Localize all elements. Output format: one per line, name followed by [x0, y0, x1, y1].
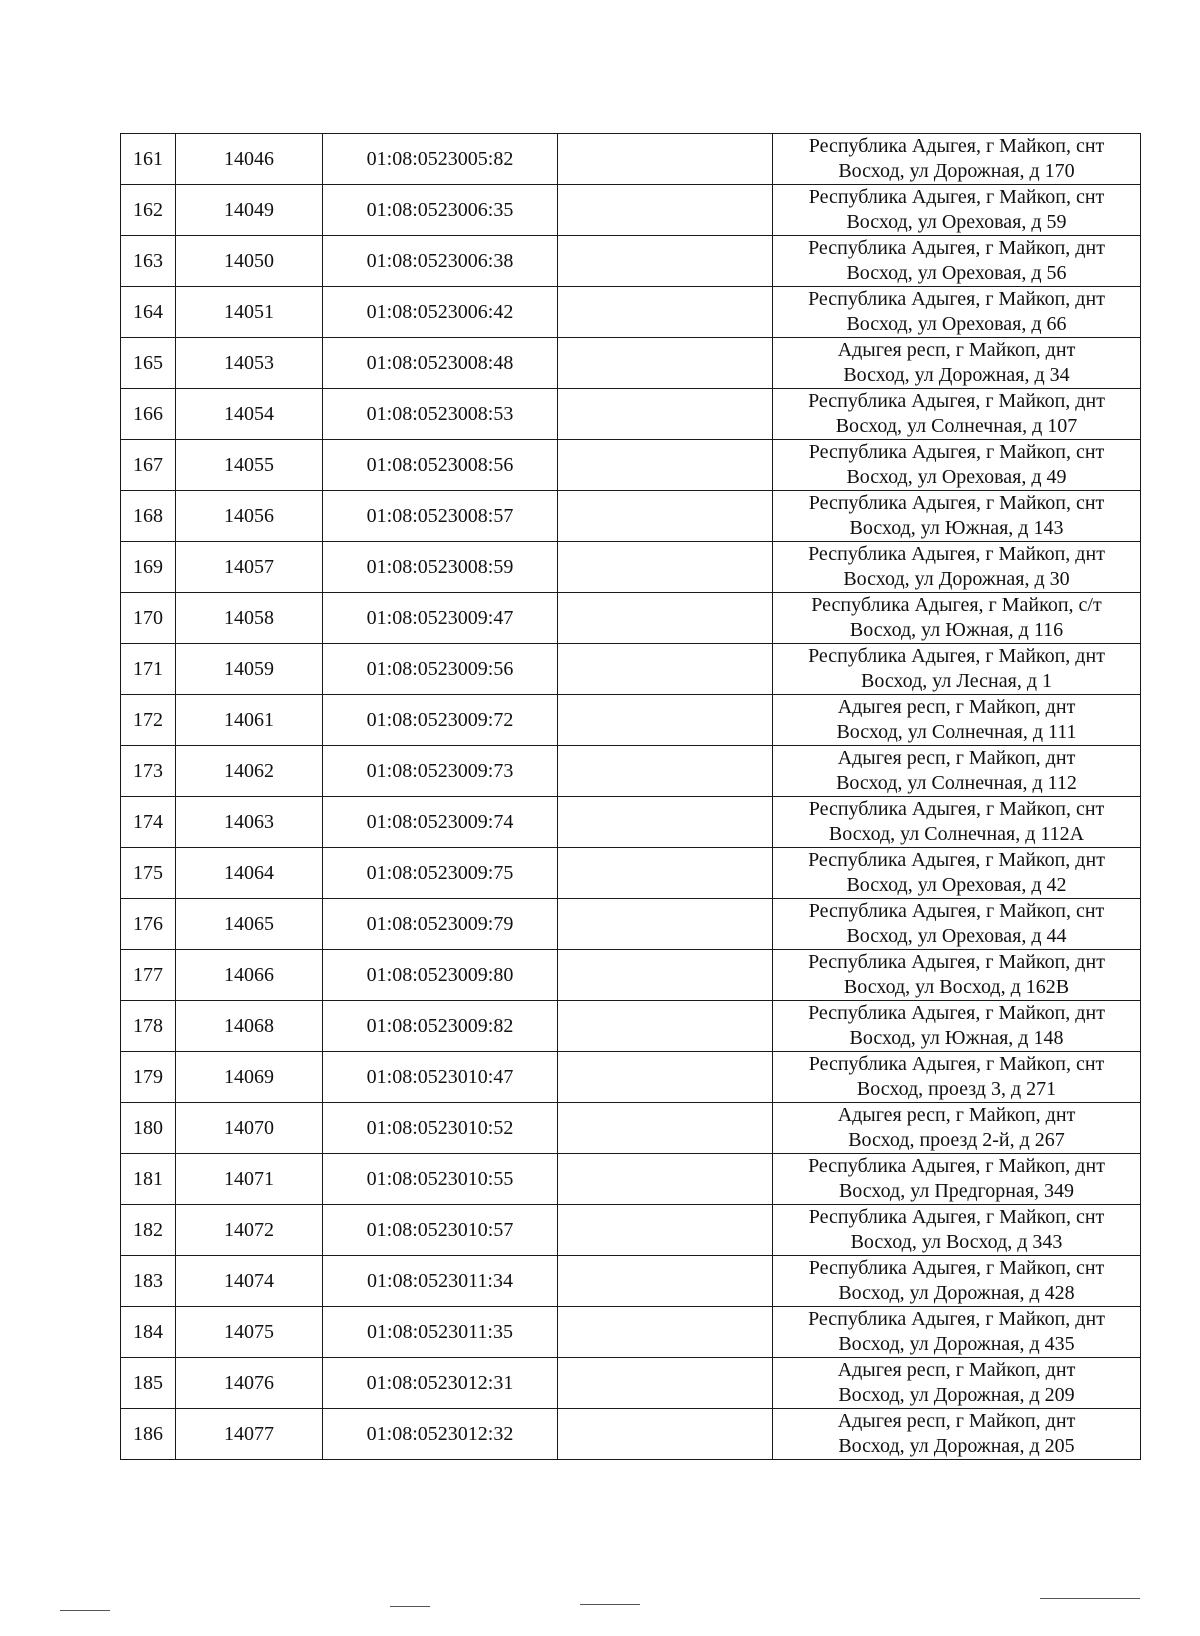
row-number-cell: 181: [121, 1154, 176, 1205]
address-cell: [773, 899, 1141, 950]
address-cell: [773, 134, 1141, 185]
cadastral-number-cell: 01:08:0523009:56: [323, 644, 558, 695]
table-row: [121, 287, 1141, 338]
address-line: Восход, ул Ореховая, д 44: [846, 925, 1067, 947]
record-id-cell: 14077: [176, 1409, 323, 1460]
record-id-cell: 14063: [176, 797, 323, 848]
record-id-cell: 14058: [176, 593, 323, 644]
address-line: Восход, ул Солнечная, д 111: [836, 721, 1077, 743]
address-cell: [773, 1409, 1141, 1460]
scan-artifact: [390, 1606, 430, 1607]
address-cell: [773, 389, 1141, 440]
empty-cell: [558, 1154, 773, 1205]
record-id-cell: 14066: [176, 950, 323, 1001]
row-number-cell: 168: [121, 491, 176, 542]
row-number-cell: 177: [121, 950, 176, 1001]
empty-cell: [558, 797, 773, 848]
empty-cell: [558, 338, 773, 389]
row-number-cell: 173: [121, 746, 176, 797]
address-line: Восход, проезд 3, д 271: [856, 1078, 1057, 1100]
address-line: Восход, ул Дорожная, д 428: [838, 1282, 1075, 1304]
empty-cell: [558, 848, 773, 899]
address-line: Восход, ул Солнечная, д 107: [835, 415, 1078, 437]
address-line: Республика Адыгея, г Майкоп, днт: [808, 543, 1105, 565]
address-cell: [773, 1256, 1141, 1307]
row-number-cell: 165: [121, 338, 176, 389]
empty-cell: [558, 134, 773, 185]
table-row: [121, 440, 1141, 491]
address-line: Республика Адыгея, г Майкоп, днт: [808, 951, 1105, 973]
address-line: Адыгея респ, г Майкоп, днт: [837, 339, 1076, 361]
cadastral-number-cell: 01:08:0523008:57: [323, 491, 558, 542]
table-row: [121, 1052, 1141, 1103]
row-number-cell: 183: [121, 1256, 176, 1307]
address-line: Республика Адыгея, г Майкоп, снт: [808, 441, 1105, 463]
address-line: Восход, ул Южная, д 116: [849, 619, 1064, 641]
table-body: [121, 134, 1141, 1460]
record-id-cell: 14074: [176, 1256, 323, 1307]
address-line: Восход, ул Восход, д 343: [850, 1231, 1063, 1253]
address-line: Восход, ул Дорожная, д 170: [838, 160, 1075, 182]
cadastral-number-cell: 01:08:0523009:82: [323, 1001, 558, 1052]
record-id-cell: 14069: [176, 1052, 323, 1103]
empty-cell: [558, 185, 773, 236]
record-id-cell: 14076: [176, 1358, 323, 1409]
row-number-cell: 171: [121, 644, 176, 695]
cadastral-number-cell: 01:08:0523008:48: [323, 338, 558, 389]
address-cell: [773, 440, 1141, 491]
address-line: Республика Адыгея, г Майкоп, снт: [808, 1257, 1105, 1279]
row-number-cell: 174: [121, 797, 176, 848]
cadastral-number-cell: 01:08:0523008:53: [323, 389, 558, 440]
address-cell: [773, 593, 1141, 644]
empty-cell: [558, 1001, 773, 1052]
row-number-cell: 184: [121, 1307, 176, 1358]
table-row: [121, 899, 1141, 950]
record-id-cell: 14071: [176, 1154, 323, 1205]
empty-cell: [558, 1409, 773, 1460]
address-cell: [773, 746, 1141, 797]
empty-cell: [558, 1256, 773, 1307]
row-number-cell: 179: [121, 1052, 176, 1103]
address-cell: [773, 1205, 1141, 1256]
record-id-cell: 14046: [176, 134, 323, 185]
address-line: Восход, ул Ореховая, д 59: [846, 211, 1067, 233]
address-line: Восход, ул Восход, д 162В: [843, 976, 1070, 998]
row-number-cell: 162: [121, 185, 176, 236]
table-row: [121, 746, 1141, 797]
address-line: Восход, ул Солнечная, д 112А: [828, 823, 1085, 845]
address-cell: [773, 644, 1141, 695]
address-line: Адыгея респ, г Майкоп, днт: [837, 1104, 1076, 1126]
address-line: Восход, ул Лесная, д 1: [860, 670, 1053, 692]
cadastral-number-cell: 01:08:0523005:82: [323, 134, 558, 185]
table-row: [121, 236, 1141, 287]
scan-artifact: [1040, 1598, 1140, 1599]
address-cell: [773, 797, 1141, 848]
scan-artifact: [60, 1610, 110, 1611]
record-id-cell: 14072: [176, 1205, 323, 1256]
address-cell: [773, 287, 1141, 338]
cadastral-number-cell: 01:08:0523009:79: [323, 899, 558, 950]
row-number-cell: 172: [121, 695, 176, 746]
address-line: Восход, ул Ореховая, д 49: [846, 466, 1067, 488]
table-row: [121, 134, 1141, 185]
address-line: Республика Адыгея, г Майкоп, снт: [808, 492, 1105, 514]
address-cell: [773, 950, 1141, 1001]
empty-cell: [558, 593, 773, 644]
address-line: Республика Адыгея, г Майкоп, снт: [808, 798, 1105, 820]
row-number-cell: 161: [121, 134, 176, 185]
table-row: [121, 644, 1141, 695]
table-row: [121, 593, 1141, 644]
address-line: Восход, ул Южная, д 148: [849, 1027, 1064, 1049]
table-row: [121, 542, 1141, 593]
table-row: [121, 848, 1141, 899]
cadastral-number-cell: 01:08:0523012:31: [323, 1358, 558, 1409]
address-line: Республика Адыгея, г Майкоп, днт: [808, 645, 1105, 667]
record-id-cell: 14059: [176, 644, 323, 695]
cadastral-number-cell: 01:08:0523009:73: [323, 746, 558, 797]
row-number-cell: 186: [121, 1409, 176, 1460]
address-line: Восход, ул Дорожная, д 205: [838, 1435, 1075, 1457]
empty-cell: [558, 695, 773, 746]
address-cell: [773, 1103, 1141, 1154]
empty-cell: [558, 644, 773, 695]
row-number-cell: 166: [121, 389, 176, 440]
empty-cell: [558, 1307, 773, 1358]
address-line: Восход, ул Дорожная, д 435: [838, 1333, 1075, 1355]
address-line: Республика Адыгея, г Майкоп, днт: [808, 288, 1105, 310]
address-line: Республика Адыгея, г Майкоп, днт: [808, 849, 1105, 871]
cadastral-number-cell: 01:08:0523010:55: [323, 1154, 558, 1205]
table-row: [121, 1307, 1141, 1358]
address-line: Восход, ул Ореховая, д 66: [846, 313, 1067, 335]
address-line: Республика Адыгея, г Майкоп, снт: [808, 186, 1105, 208]
address-line: Республика Адыгея, г Майкоп, днт: [808, 1155, 1105, 1177]
address-line: Восход, ул Ореховая, д 42: [846, 874, 1067, 896]
record-id-cell: 14053: [176, 338, 323, 389]
table-row: [121, 1256, 1141, 1307]
record-id-cell: 14054: [176, 389, 323, 440]
address-line: Адыгея респ, г Майкоп, днт: [837, 747, 1076, 769]
record-id-cell: 14070: [176, 1103, 323, 1154]
cadastral-number-cell: 01:08:0523009:47: [323, 593, 558, 644]
cadastral-number-cell: 01:08:0523011:34: [323, 1256, 558, 1307]
empty-cell: [558, 899, 773, 950]
empty-cell: [558, 542, 773, 593]
address-cell: [773, 1358, 1141, 1409]
record-id-cell: 14064: [176, 848, 323, 899]
cadastral-number-cell: 01:08:0523008:56: [323, 440, 558, 491]
table-row: [121, 1001, 1141, 1052]
cadastral-number-cell: 01:08:0523009:74: [323, 797, 558, 848]
address-line: Республика Адыгея, г Майкоп, снт: [808, 135, 1105, 157]
table-row: [121, 389, 1141, 440]
table-row: [121, 1154, 1141, 1205]
address-line: Республика Адыгея, г Майкоп, снт: [808, 1206, 1105, 1228]
address-line: Адыгея респ, г Майкоп, днт: [837, 1410, 1076, 1432]
row-number-cell: 164: [121, 287, 176, 338]
cadastral-number-cell: 01:08:0523008:59: [323, 542, 558, 593]
address-line: Республика Адыгея, г Майкоп, днт: [808, 1002, 1105, 1024]
address-line: Восход, ул Дорожная, д 30: [843, 568, 1070, 590]
row-number-cell: 163: [121, 236, 176, 287]
empty-cell: [558, 1103, 773, 1154]
cadastral-number-cell: 01:08:0523010:57: [323, 1205, 558, 1256]
cadastral-number-cell: 01:08:0523006:42: [323, 287, 558, 338]
address-line: Восход, ул Ореховая, д 56: [846, 262, 1067, 284]
cadastral-number-cell: 01:08:0523006:38: [323, 236, 558, 287]
table-row: [121, 1205, 1141, 1256]
land-plot-table: [120, 133, 1141, 1460]
address-line: Республика Адыгея, г Майкоп, снт: [808, 1053, 1105, 1075]
address-line: Республика Адыгея, г Майкоп, с/т: [811, 594, 1102, 616]
table-row: [121, 185, 1141, 236]
address-cell: [773, 1154, 1141, 1205]
cadastral-number-cell: 01:08:0523006:35: [323, 185, 558, 236]
cadastral-number-cell: 01:08:0523010:47: [323, 1052, 558, 1103]
table-row: [121, 338, 1141, 389]
cadastral-number-cell: 01:08:0523009:72: [323, 695, 558, 746]
table-row: [121, 491, 1141, 542]
row-number-cell: 185: [121, 1358, 176, 1409]
address-cell: [773, 236, 1141, 287]
empty-cell: [558, 1205, 773, 1256]
address-line: Республика Адыгея, г Майкоп, днт: [808, 237, 1105, 259]
record-id-cell: 14075: [176, 1307, 323, 1358]
record-id-cell: 14068: [176, 1001, 323, 1052]
empty-cell: [558, 287, 773, 338]
address-line: Восход, ул Предгорная, 349: [838, 1180, 1075, 1202]
cadastral-number-cell: 01:08:0523009:80: [323, 950, 558, 1001]
row-number-cell: 169: [121, 542, 176, 593]
record-id-cell: 14050: [176, 236, 323, 287]
address-line: Восход, проезд 2-й, д 267: [848, 1129, 1065, 1151]
row-number-cell: 176: [121, 899, 176, 950]
address-cell: [773, 338, 1141, 389]
row-number-cell: 170: [121, 593, 176, 644]
empty-cell: [558, 236, 773, 287]
address-line: Восход, ул Дорожная, д 34: [843, 364, 1070, 386]
table-row: [121, 1358, 1141, 1409]
address-line: Республика Адыгея, г Майкоп, днт: [808, 1308, 1105, 1330]
address-line: Адыгея респ, г Майкоп, днт: [837, 1359, 1076, 1381]
empty-cell: [558, 1358, 773, 1409]
address-line: Республика Адыгея, г Майкоп, снт: [808, 900, 1105, 922]
record-id-cell: 14061: [176, 695, 323, 746]
cadastral-number-cell: 01:08:0523010:52: [323, 1103, 558, 1154]
address-cell: [773, 1052, 1141, 1103]
address-line: Адыгея респ, г Майкоп, днт: [837, 696, 1076, 718]
empty-cell: [558, 440, 773, 491]
row-number-cell: 167: [121, 440, 176, 491]
cadastral-number-cell: 01:08:0523011:35: [323, 1307, 558, 1358]
address-line: Республика Адыгея, г Майкоп, днт: [808, 390, 1105, 412]
scan-artifact: [580, 1604, 640, 1605]
row-number-cell: 182: [121, 1205, 176, 1256]
record-id-cell: 14055: [176, 440, 323, 491]
table-row: [121, 1103, 1141, 1154]
empty-cell: [558, 1052, 773, 1103]
empty-cell: [558, 950, 773, 1001]
address-line: Восход, ул Солнечная, д 112: [836, 772, 1077, 794]
table-row: [121, 695, 1141, 746]
empty-cell: [558, 746, 773, 797]
record-id-cell: 14056: [176, 491, 323, 542]
address-cell: [773, 695, 1141, 746]
empty-cell: [558, 491, 773, 542]
address-cell: [773, 185, 1141, 236]
address-line: Восход, ул Южная, д 143: [849, 517, 1064, 539]
table-row: [121, 797, 1141, 848]
table-row: [121, 1409, 1141, 1460]
record-id-cell: 14051: [176, 287, 323, 338]
address-cell: [773, 1001, 1141, 1052]
address-cell: [773, 848, 1141, 899]
table-row: [121, 950, 1141, 1001]
address-cell: [773, 1307, 1141, 1358]
record-id-cell: 14062: [176, 746, 323, 797]
cadastral-number-cell: 01:08:0523012:32: [323, 1409, 558, 1460]
row-number-cell: 180: [121, 1103, 176, 1154]
empty-cell: [558, 389, 773, 440]
record-id-cell: 14065: [176, 899, 323, 950]
row-number-cell: 178: [121, 1001, 176, 1052]
cadastral-number-cell: 01:08:0523009:75: [323, 848, 558, 899]
address-cell: [773, 491, 1141, 542]
address-line: Восход, ул Дорожная, д 209: [838, 1384, 1075, 1406]
record-id-cell: 14049: [176, 185, 323, 236]
address-cell: [773, 542, 1141, 593]
row-number-cell: 175: [121, 848, 176, 899]
record-id-cell: 14057: [176, 542, 323, 593]
